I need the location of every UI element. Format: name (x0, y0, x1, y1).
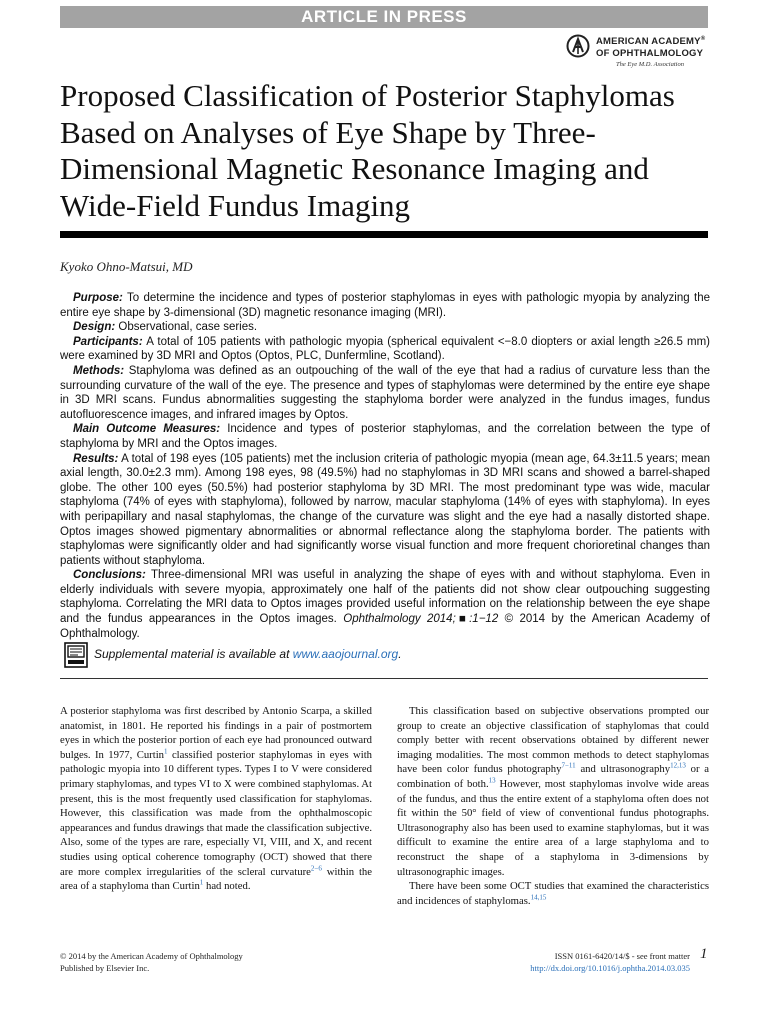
methods-label: Methods: (73, 364, 125, 377)
body-paragraph (60, 704, 372, 894)
supplemental-note (60, 640, 708, 672)
participants-text: A total of 105 patients with pathologic myopia (spherical equivalent <−8.0 diopters or axial length ≥26.5 mm) were examined by 3D MRI and Optos (Optos, PLC, Dunfermline, Scotland). (60, 335, 711, 363)
reference-link[interactable]: 2−6 (310, 863, 322, 872)
abstract-outcome (60, 422, 710, 451)
doi-link[interactable]: http://dx.doi.org/10.1016/j.ophtha.2014.03.035 (530, 963, 690, 973)
article-title: Proposed Classification of Posterior Staphylomas Based on Analyses of Eye Shape by Three-Dimensional Magnetic Resonance Imaging and Wide-Field Fundus Imaging (60, 78, 675, 223)
article-in-press-banner: ARTICLE IN PRESS (60, 6, 708, 28)
participants-label: Participants: (73, 335, 143, 348)
footer-identifiers (480, 950, 690, 974)
supplemental-rule (60, 678, 708, 679)
design-label: Design: (73, 321, 116, 334)
body-text: This classification based on subjective observations prompted our group to create an objective classification of staphylomas that could comply better with recent observations obtained by different newer imaging modalities. The most common methods to detect staphylomas have been color fundus photography (397, 705, 709, 776)
body-text: had noted. (205, 880, 251, 893)
body-text: A posterior staphyloma was first described by Antonio Scarpa, a skilled anatomist, in 1801. He reported his findings in a pair of postmortem eyes in which the posterior portion of each eye had pronounced outward bulges. In 1977, Curtin (60, 705, 372, 761)
design-text: Observational, case series. (118, 321, 258, 334)
abstract-design (60, 320, 710, 335)
results-text: A total of 198 eyes (105 patients) met the inclusion criteria of pathologic myopia (mean age, 64.3±11.5 years; mean axial length, 30.0±2.3 mm). Among 198 eyes, 98 (49.5%) had no staphylomas in 3D MRI scans and showed a barrel-shaped globe. The other 100 eyes (50.5%) had posterior staphyloma by 3D MRI. The most predominant type was wide, macular staphyloma (74% of eyes with staphyloma), followed by narrow, macular staphyloma (14% of eyes with staphyloma). In eyes with peripapillary and nasal staphylomas, the change of the curvature was slight and the eye had a nasally distorted shape. Optos images showed pigmentary abnormalities or abnormal reflectance along the staphyloma border. The patients with staphylomas were significantly older and had significantly worse visual function and more frequent chorioretinal changes than patients without staphyloma. (60, 452, 711, 567)
reference-link[interactable]: 1 (164, 747, 168, 756)
body-text: classified posterior staphylomas in eyes with pathologic myopia into 10 different types. Types I to V were considered primary staphylomas, and types VI to X were combined staphylomas. At present, this is the most frequently used classification for staphylomas. However, this classification was made from the ophthalmoscopic appearances and fundus drawings that made the classification subjective. Also, some of the types are rare, especially VI, VIII, and X, and recent studies using optical coherence tomography (OCT) showed that there are more complex irregularities of the scleral curvature (60, 748, 373, 878)
abstract-purpose (60, 291, 710, 320)
body-paragraph (397, 704, 709, 879)
abstract-results (60, 452, 710, 569)
purpose-text: To determine the incidence and types of posterior staphylomas in eyes with pathologic myopia by analyzing the entire eye shape by 3-dimensional (3D) magnetic resonance imaging (MRI). (60, 292, 710, 319)
body-column-right (397, 704, 709, 908)
reference-link[interactable]: 1 (199, 878, 204, 887)
conclusions-label: Conclusions: (73, 569, 146, 582)
logo-line1: AMERICAN ACADEMY (596, 36, 701, 47)
journal-logo (566, 34, 716, 74)
reference-link[interactable]: 12,13 (670, 761, 686, 770)
conclusions-text: Three-dimensional MRI was useful in analyzing the shape of eyes with and without staphyloma. Even in elderly individuals with severe myopia, approximately one half of the patients did not show clear outpouching suggesting staphyloma. Correlating the MRI data to Optos images provided useful information on the relationship between the eye shape and the fundus appearances in the Optos images. (60, 569, 710, 626)
body-text: or a combination of both. (397, 763, 710, 790)
issn: ISSN 0161-6420/14/$ - see front matter (554, 951, 690, 961)
abstract (60, 291, 710, 641)
author-name: Kyoko Ohno-Matsui, MD (60, 259, 193, 274)
abstract-conclusions (60, 568, 710, 641)
copyright-text: © 2014 by the American Academy of Ophthalmology. (60, 613, 711, 640)
supplemental-link[interactable]: www.aaojournal.org (292, 647, 399, 661)
methods-text: Staphyloma was defined as an outpouching of the wall of the eye that had a radius of curvature less than the surrounding curvature of the wall of the eye. The presence and types of staphylomas were determined by the entire eye shape in 3D MRI scans. Fundus abnormalities suggesting the staphyloma border were analyzed in the fundus images, fundus autofluorescence images, and infrared images by Optos. (60, 364, 710, 421)
supplemental-end: . (398, 647, 402, 661)
title-rule (60, 231, 708, 238)
abstract-methods (60, 364, 710, 422)
body-text: within the area of a staphyloma than Curtin (60, 865, 373, 893)
logo-line2: OF OPHTHALMOLOGY (596, 48, 704, 59)
body-paragraph (397, 879, 709, 908)
body-text: and ultrasonography (580, 763, 671, 776)
page-number: 1 (700, 946, 708, 962)
outcome-text: Incidence and types of posterior staphylomas, and the correlation between the type of staphyloma by MRI and the Optos images. (60, 423, 710, 450)
journal-citation: Ophthalmology 2014;■:1−12 (343, 613, 499, 626)
outcome-label: Main Outcome Measures: (73, 423, 221, 436)
reference-link[interactable]: 13 (488, 776, 496, 785)
body-text: There have been some OCT studies that examined the characteristics and incidences of staphylomas. (397, 880, 709, 907)
purpose-label: Purpose: (73, 292, 123, 304)
body-text: However, most staphylomas involve wide areas of the fundus, and thus the entire extent of a staphyloma often does not fit within the 50° field of view of conventional fundus photographs. Ultrasonography also has been used to examine staphylomas, but it was difficult to examine the entire area of a large staphyloma and to reconstruct the shape of a staphyloma in 3-dimensions by ultrasonographic images. (397, 777, 709, 878)
reference-link[interactable]: 14,15 (530, 893, 547, 902)
footer-publisher: Published by Elsevier Inc. (60, 963, 150, 973)
footer-copyright-line: © 2014 by the American Academy of Ophthalmology (60, 951, 243, 961)
body-column-left (60, 704, 372, 894)
registered-mark: ® (700, 36, 706, 42)
footer-copyright (60, 950, 243, 974)
logo-tagline: The Eye M.D. Association (616, 61, 684, 68)
results-label: Results: (73, 452, 119, 465)
abstract-participants (60, 335, 710, 364)
reference-link[interactable]: 7−11 (561, 761, 576, 770)
computer-icon (64, 642, 88, 668)
aao-seal-icon (566, 34, 590, 58)
supplemental-text: Supplemental material is available at (94, 647, 290, 661)
